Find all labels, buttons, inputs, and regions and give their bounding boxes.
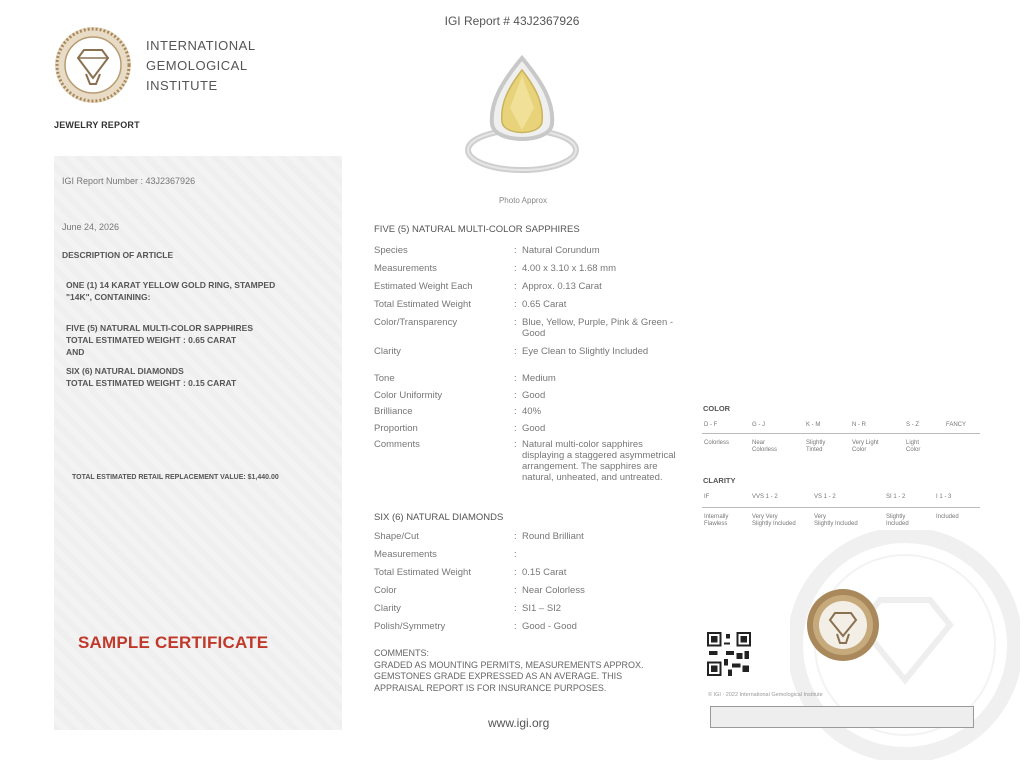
- scale-description-line: Very: [814, 514, 827, 520]
- detail-separator: :: [514, 281, 517, 292]
- detail-separator: :: [514, 245, 517, 256]
- comments-block: COMMENTS: GRADED AS MOUNTING PERMITS, MEASUREMENTS APPROX. GEMSTONES GRADE EXPRESSED AS AN AVERAGE. THIS APPRAISAL REPORT IS FOR INSURANCE PURPOSES.: [374, 648, 644, 693]
- scale-description-line: Slightly: [886, 514, 906, 520]
- scale-description-line: Included: [936, 514, 959, 520]
- report-type: JEWELRY REPORT: [54, 120, 140, 130]
- detail-separator: :: [514, 390, 517, 401]
- scale-description-line: Color: [906, 447, 921, 453]
- detail-value: 4.00 x 3.10 x 1.68 mm: [522, 263, 616, 274]
- report-title: IGI Report # 43J2367926: [444, 14, 580, 28]
- detail-separator: :: [514, 263, 517, 274]
- detail-value: Good: [522, 423, 546, 434]
- color-scale-heading: COLOR: [703, 404, 731, 413]
- detail-separator: :: [514, 423, 517, 434]
- clarity-scale-rule: [702, 507, 980, 508]
- color-scale-rule: [702, 433, 980, 434]
- detail-value: 0.15 Carat: [522, 567, 567, 578]
- detail-value: Good - Good: [522, 621, 577, 632]
- scale-description: [936, 514, 959, 521]
- detail-separator: :: [514, 346, 517, 357]
- scale-grade: FANCY: [946, 422, 967, 428]
- detail-label: Clarity: [374, 346, 401, 357]
- sapphire-section-heading: FIVE (5) NATURAL MULTI-COLOR SAPPHIRES: [374, 224, 580, 235]
- website-url: www.igi.org: [488, 716, 550, 730]
- diamond-line: SIX (6) NATURAL DIAMONDS: [66, 366, 184, 376]
- scale-description: [852, 440, 879, 454]
- detail-label: Measurements: [374, 263, 437, 274]
- detail-value: 0.65 Carat: [522, 299, 567, 310]
- detail-separator: :: [514, 439, 517, 450]
- diamond-line: TOTAL ESTIMATED WEIGHT : 0.15 CARAT: [66, 378, 237, 388]
- institute-line: INSTITUTE: [146, 78, 218, 93]
- detail-value: Natural multi-color sapphires displaying a staggered asymmetrical arrangement. The sapphires are natural, unheated, and untreated.: [522, 439, 676, 483]
- institute-line: GEMOLOGICAL: [146, 58, 248, 73]
- detail-separator: :: [514, 317, 517, 328]
- scale-grade: I 1 - 3: [936, 494, 952, 500]
- detail-label: Brilliance: [374, 406, 413, 417]
- igi-gold-seal: [806, 588, 880, 662]
- detail-label: Color/Transparency: [374, 317, 458, 328]
- detail-label: Measurements: [374, 549, 437, 560]
- scale-description-line: Color: [852, 447, 867, 453]
- detail-separator: :: [514, 603, 517, 614]
- scale-description-line: Very Light: [852, 440, 879, 446]
- scale-grade: K - M: [806, 422, 821, 428]
- description-heading: DESCRIPTION OF ARTICLE: [62, 250, 174, 260]
- scale-grade: VS 1 - 2: [814, 494, 836, 500]
- sapphire-line: TOTAL ESTIMATED WEIGHT : 0.65 CARAT: [66, 335, 237, 345]
- detail-value: SI1 – SI2: [522, 603, 562, 614]
- detail-separator: :: [514, 585, 517, 596]
- scale-grade: N - R: [852, 422, 866, 428]
- scale-description: [752, 440, 777, 454]
- clarity-scale-heading: CLARITY: [703, 476, 736, 485]
- scale-description-line: Tinted: [806, 447, 823, 453]
- scale-description-line: Light: [906, 440, 920, 446]
- security-code-strip: [710, 706, 974, 728]
- detail-value: 40%: [522, 406, 542, 417]
- article-line: "14K", CONTAINING:: [66, 292, 151, 302]
- detail-separator: :: [514, 621, 517, 632]
- detail-label: Color Uniformity: [374, 390, 443, 401]
- institute-name: [146, 36, 256, 96]
- scale-description: [704, 440, 729, 447]
- detail-label: Species: [374, 245, 408, 256]
- detail-label: Estimated Weight Each: [374, 281, 473, 292]
- detail-value: Natural Corundum: [522, 245, 600, 256]
- scale-grade: SI 1 - 2: [886, 494, 906, 500]
- scale-description-line: Very Very: [752, 514, 778, 520]
- sample-certificate-label: SAMPLE CERTIFICATE: [78, 633, 269, 652]
- detail-separator: :: [514, 549, 517, 560]
- detail-label: Total Estimated Weight: [374, 567, 471, 578]
- detail-value: Medium: [522, 373, 556, 384]
- scale-grade: S - Z: [906, 422, 919, 428]
- sapphire-line: FIVE (5) NATURAL MULTI-COLOR SAPPHIRES: [66, 323, 253, 333]
- sapphire-summary: [66, 322, 253, 358]
- scale-description-line: Included: [886, 521, 909, 527]
- photo-caption: Photo Approx: [498, 196, 548, 205]
- report-number: IGI Report Number : 43J2367926: [62, 176, 196, 186]
- scale-description: [906, 440, 920, 454]
- detail-label: Total Estimated Weight: [374, 299, 471, 310]
- scale-grade: D - F: [704, 422, 718, 428]
- scale-description: [752, 514, 796, 528]
- detail-separator: :: [514, 531, 517, 542]
- detail-label: Shape/Cut: [374, 531, 419, 542]
- scale-description-line: Internally: [704, 514, 729, 520]
- scale-description-line: Flawless: [704, 521, 728, 527]
- detail-label: Color: [374, 585, 397, 596]
- scale-description: [886, 514, 909, 528]
- detail-label: Clarity: [374, 603, 401, 614]
- copyright-line: © IGI · 2022 International Gemological Institute: [708, 692, 823, 698]
- detail-separator: :: [514, 567, 517, 578]
- detail-separator: :: [514, 406, 517, 417]
- scale-description-line: Colorless: [704, 440, 730, 446]
- detail-label: Tone: [374, 373, 395, 384]
- scale-description-line: Slightly Included: [752, 521, 796, 527]
- ring-photo: [462, 52, 582, 176]
- detail-value: Eye Clean to Slightly Included: [522, 346, 649, 357]
- qr-code: [707, 632, 751, 676]
- scale-description-line: Slightly Included: [814, 521, 858, 527]
- detail-label: Polish/Symmetry: [374, 621, 446, 632]
- diamond-section-heading: SIX (6) NATURAL DIAMONDS: [374, 512, 504, 523]
- scale-grade: G - J: [752, 422, 765, 428]
- scale-description-line: Near: [752, 440, 766, 446]
- institute-line: INTERNATIONAL: [146, 38, 256, 53]
- report-date: June 24, 2026: [62, 222, 120, 232]
- detail-value: Near Colorless: [522, 585, 585, 596]
- detail-label: Proportion: [374, 423, 418, 434]
- detail-value: Approx. 0.13 Carat: [522, 281, 602, 292]
- article-description: [66, 279, 275, 303]
- article-line: ONE (1) 14 KARAT YELLOW GOLD RING, STAMPED: [66, 280, 276, 290]
- detail-separator: :: [514, 299, 517, 310]
- detail-value: Good: [522, 390, 546, 401]
- sapphire-line: AND: [66, 347, 85, 357]
- diamond-summary: [66, 365, 236, 389]
- retail-value: TOTAL ESTIMATED RETAIL REPLACEMENT VALUE: $1,440.00: [72, 474, 279, 481]
- detail-label: Comments: [374, 439, 420, 450]
- scale-grade: VVS 1 - 2: [752, 494, 778, 500]
- detail-value: Round Brilliant: [522, 531, 584, 542]
- igi-seal-logo: [54, 26, 132, 104]
- scale-description: [814, 514, 858, 528]
- scale-description-line: Colorless: [752, 447, 778, 453]
- scale-description: [806, 440, 825, 454]
- scale-description-line: Slightly: [806, 440, 826, 446]
- scale-description: [704, 514, 728, 528]
- detail-separator: :: [514, 373, 517, 384]
- detail-value: Blue, Yellow, Purple, Pink & Green - Good: [522, 317, 674, 339]
- scale-grade: IF: [704, 494, 710, 500]
